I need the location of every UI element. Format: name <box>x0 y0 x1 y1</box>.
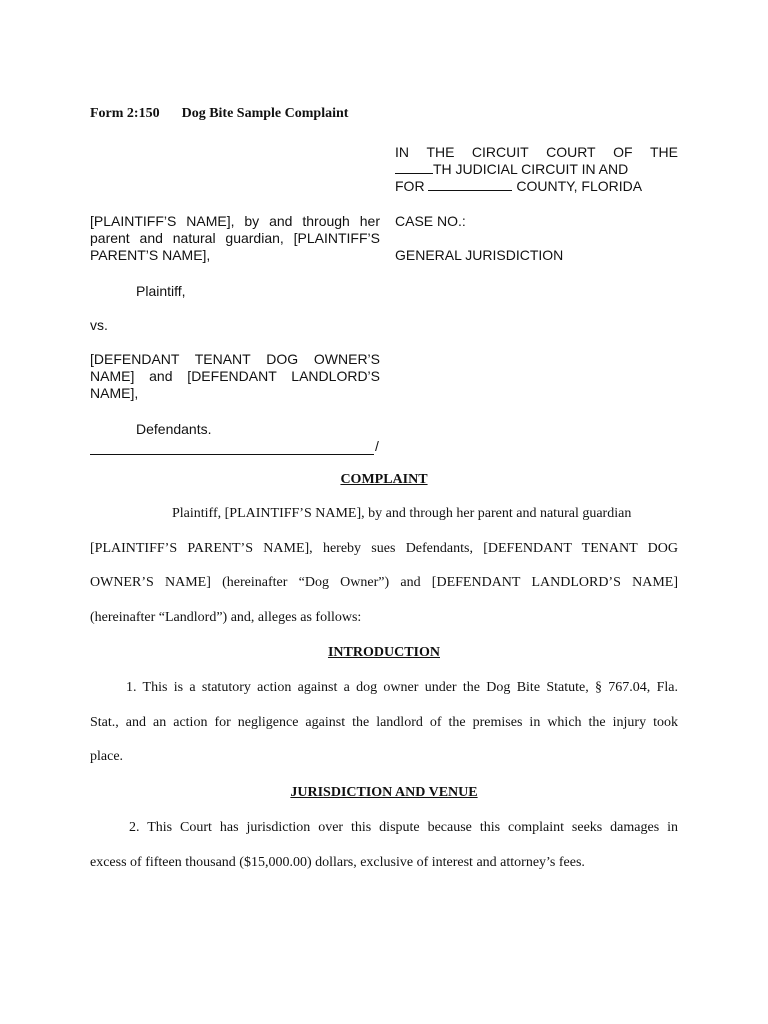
jurisdiction-label: GENERAL JURISDICTION <box>395 247 564 263</box>
case-number-label: CASE NO.: <box>395 213 466 229</box>
introduction-line-2: Stat., and an action for negligence against the landlord of the premises in which the injury took <box>90 714 678 730</box>
form-title <box>90 106 348 122</box>
plaintiff-label: Plaintiff, <box>136 283 186 299</box>
jurisdiction-line-2: excess of fifteen thousand ($15,000.00) dollars, exclusive of interest and attorney’s fees. <box>90 854 585 870</box>
caption-rule <box>90 454 374 455</box>
court-line-2 <box>395 161 678 178</box>
county-text: COUNTY, FLORIDA <box>516 178 643 194</box>
defendant-caption: [DEFENDANT TENANT DOG OWNER’S NAME] and [DEFENDANT LANDLORD’S NAME], <box>90 351 380 401</box>
complaint-paragraph <box>90 497 678 635</box>
form-name: Dog Bite Sample Complaint <box>181 106 349 121</box>
jurisdiction-line-1 <box>90 811 678 846</box>
jurisdiction-paragraph <box>90 811 678 880</box>
circuit-number-blank <box>395 161 433 174</box>
court-line-1 <box>395 144 678 161</box>
court-word: THE <box>426 144 455 160</box>
complaint-line-1: Plaintiff, [PLAINTIFF’S NAME], by and through her parent and natural guardian <box>172 506 632 521</box>
introduction-text: This is a statutory action against a dog owner under the Dog Bite Statute, § 767.04, Fla. <box>142 680 678 695</box>
form-number: Form 2:150 <box>90 106 160 121</box>
introduction-paragraph <box>90 671 678 775</box>
court-line-3 <box>395 178 678 195</box>
jurisdiction-heading: JURISDICTION AND VENUE <box>290 785 478 800</box>
plaintiff-caption: [PLAINTIFF’S NAME], by and through her parent and natural guardian, [PLAINTIFF’S PARENT’S NAME], <box>90 213 380 263</box>
circuit-text: TH JUDICIAL CIRCUIT IN AND <box>433 161 629 177</box>
introduction-line-3: place. <box>90 749 124 764</box>
defendants-label: Defendants. <box>136 421 212 437</box>
caption-slash: / <box>375 438 379 454</box>
court-for: FOR <box>395 178 425 194</box>
introduction-heading: INTRODUCTION <box>327 645 440 660</box>
complaint-line-3: OWNER’S NAME] (hereinafter “Dog Owner”) and [DEFENDANT LANDLORD’S NAME] <box>90 575 678 590</box>
court-word: OF <box>613 144 633 160</box>
county-blank <box>428 178 512 191</box>
complaint-heading: COMPLAINT <box>340 472 428 487</box>
court-word: COURT <box>546 144 596 160</box>
paragraph-number: 1. <box>126 680 137 695</box>
introduction-line-1 <box>90 671 678 706</box>
court-heading <box>395 144 678 195</box>
court-word: THE <box>649 144 678 160</box>
court-word: CIRCUIT <box>471 144 529 160</box>
jurisdiction-text: This Court has jurisdiction over this dispute because this complaint seeks damages in <box>147 820 678 835</box>
complaint-line-4: (hereinafter “Landlord”) and, alleges as follows: <box>90 609 362 625</box>
complaint-line-2: [PLAINTIFF’S PARENT’S NAME], hereby sues Defendants, [DEFENDANT TENANT DOG <box>90 540 678 556</box>
versus-label: vs. <box>90 317 108 333</box>
court-word: IN <box>395 144 409 160</box>
paragraph-number: 2. <box>129 820 140 835</box>
